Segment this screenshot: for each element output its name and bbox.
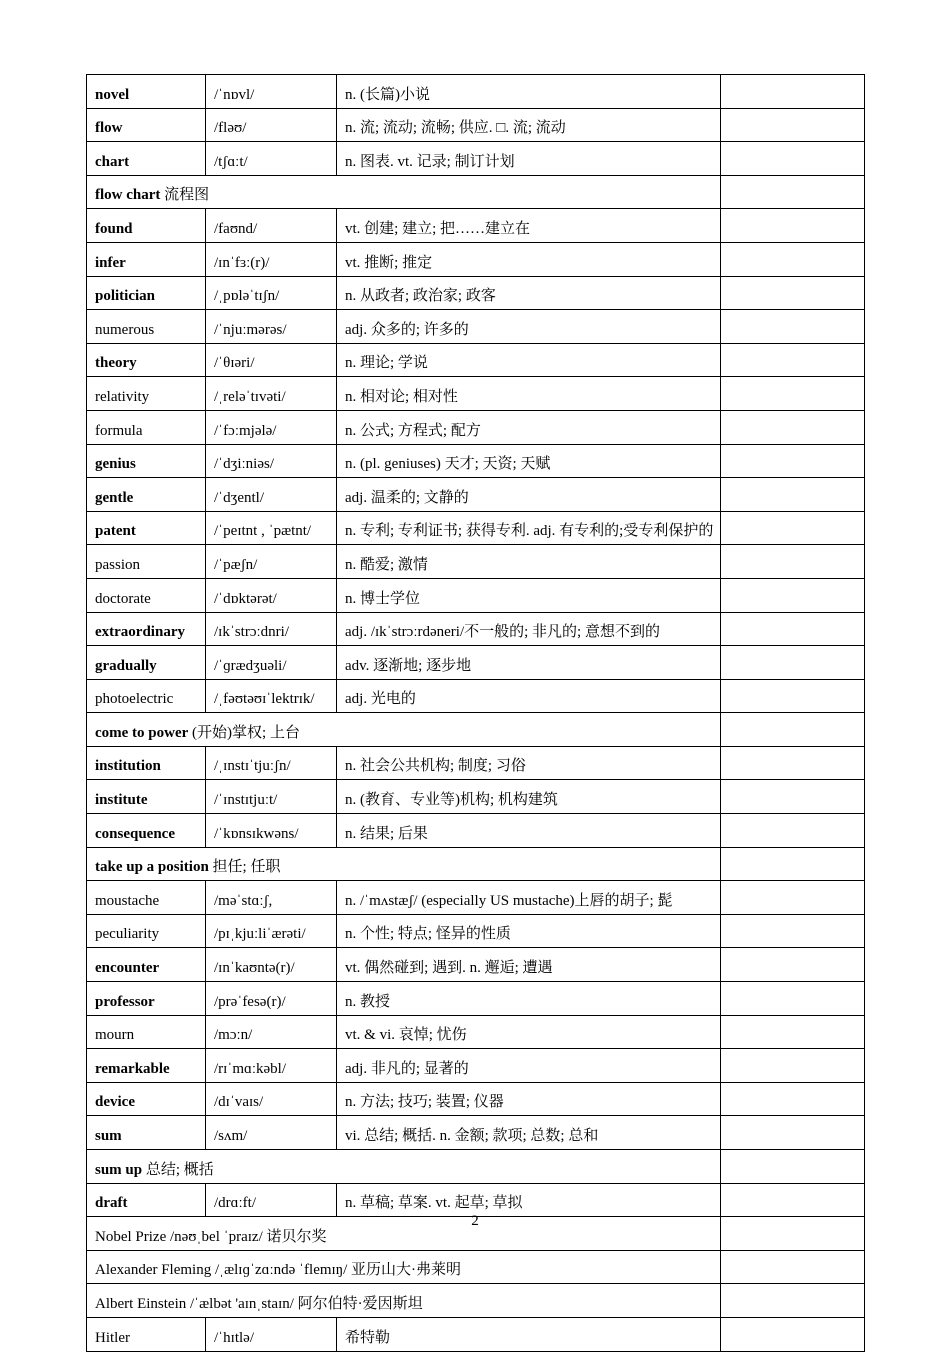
table-row (87, 847, 865, 881)
phonetic-cell: /drɑːft/ (206, 1183, 337, 1217)
phonetic-cell: /ˈdʒentl/ (206, 478, 337, 512)
phonetic-cell: /ˈnɒvl/ (206, 75, 337, 109)
word-cell: novel (87, 75, 206, 109)
word-cell: politician (87, 276, 206, 310)
definition-cell: n. 相对论; 相对性 (337, 377, 721, 411)
word-cell: peculiarity (87, 914, 206, 948)
phonetic-cell: /ɪnˈfɜː(r)/ (206, 242, 337, 276)
page-number: 2 (471, 1213, 479, 1229)
phrase-term: sum up (95, 1161, 143, 1178)
notes-cell (721, 410, 865, 444)
phonetic-cell: /rɪˈmɑːkəbl/ (206, 1049, 337, 1083)
phrase-cell (87, 847, 721, 881)
word-cell: genius (87, 444, 206, 478)
definition-cell: n. 流; 流动; 流畅; 供应. □. 流; 流动 (337, 108, 721, 142)
phrase-meaning: 总结; 概括 (142, 1161, 214, 1178)
definition-cell: n. 社会公共机构; 制度; 习俗 (337, 746, 721, 780)
definition-cell: n. 个性; 特点; 怪异的性质 (337, 914, 721, 948)
definition-cell: adj. 众多的; 许多的 (337, 310, 721, 344)
phonetic-cell: /ˌfəʊtəʊɪˈlektrɪk/ (206, 679, 337, 713)
phonetic-cell: /ˈɪnstɪtjuːt/ (206, 780, 337, 814)
definition-cell: n. 理论; 学说 (337, 343, 721, 377)
word-cell: professor (87, 982, 206, 1016)
notes-cell (721, 478, 865, 512)
phonetic-cell: /ˈnjuːmərəs/ (206, 310, 337, 344)
word-cell: infer (87, 242, 206, 276)
definition-cell: n. (长篇)小说 (337, 75, 721, 109)
phonetic-cell: /tʃɑːt/ (206, 142, 337, 176)
table-row (87, 478, 865, 512)
word-cell: numerous (87, 310, 206, 344)
definition-cell: n. 方法; 技巧; 装置; 仪器 (337, 1082, 721, 1116)
word-cell: institution (87, 746, 206, 780)
definition-cell: adj. /ɪkˈstrɔːrdəneri/不一般的; 非凡的; 意想不到的 (337, 612, 721, 646)
table-row (87, 545, 865, 579)
word-cell: encounter (87, 948, 206, 982)
definition-cell: n. 公式; 方程式; 配方 (337, 410, 721, 444)
word-cell: draft (87, 1183, 206, 1217)
phonetic-cell: /ˌɪnstɪˈtjuːʃn/ (206, 746, 337, 780)
definition-cell: n. 专利; 专利证书; 获得专利. adj. 有专利的;受专利保护的 (337, 511, 721, 545)
notes-cell (721, 1049, 865, 1083)
phonetic-cell: /ɪnˈkaʊntə(r)/ (206, 948, 337, 982)
table-row (87, 377, 865, 411)
word-cell: photoelectric (87, 679, 206, 713)
notes-cell (721, 142, 865, 176)
notes-cell (721, 646, 865, 680)
phonetic-cell: /ˈhɪtlə/ (206, 1317, 337, 1351)
notes-cell (721, 1150, 865, 1184)
definition-cell: vt. 推断; 推定 (337, 242, 721, 276)
notes-cell (721, 814, 865, 848)
definition-cell: n. 从政者; 政治家; 政客 (337, 276, 721, 310)
notes-cell (721, 310, 865, 344)
notes-cell (721, 982, 865, 1016)
phrase-cell (87, 1150, 721, 1184)
phonetic-cell: /ˈfɔːmjələ/ (206, 410, 337, 444)
phrase-meaning: 担任; 任职 (208, 859, 281, 876)
definition-cell: vi. 总结; 概括. n. 金额; 款项; 总数; 总和 (337, 1116, 721, 1150)
table-row (87, 746, 865, 780)
table-row (87, 1183, 865, 1217)
vocabulary-table-body (87, 75, 865, 1352)
definition-cell: n. 图表. vt. 记录; 制订计划 (337, 142, 721, 176)
table-row (87, 511, 865, 545)
table-row (87, 343, 865, 377)
definition-cell: n. 教授 (337, 982, 721, 1016)
definition-cell: n. 博士学位 (337, 578, 721, 612)
table-row (87, 612, 865, 646)
phrase-term: flow chart (95, 187, 161, 204)
table-row (87, 1082, 865, 1116)
phonetic-cell: /prəˈfesə(r)/ (206, 982, 337, 1016)
word-cell: theory (87, 343, 206, 377)
table-row (87, 982, 865, 1016)
table-row (87, 1015, 865, 1049)
notes-cell (721, 746, 865, 780)
vocabulary-table (86, 74, 865, 1352)
word-cell: sum (87, 1116, 206, 1150)
notes-cell (721, 75, 865, 109)
phonetic-cell: /məˈstɑːʃ, (206, 881, 337, 915)
notes-cell (721, 276, 865, 310)
table-row (87, 646, 865, 680)
phrase-cell (87, 713, 721, 747)
phrase-meaning: 流程图 (160, 187, 210, 204)
word-cell: moustache (87, 881, 206, 915)
notes-cell (721, 1116, 865, 1150)
notes-cell (721, 713, 865, 747)
table-row (87, 444, 865, 478)
phonetic-cell: /ˈdʒiːniəs/ (206, 444, 337, 478)
phonetic-cell: /ˈkɒnsɪkwəns/ (206, 814, 337, 848)
table-row (87, 209, 865, 243)
phrase-cell (87, 175, 721, 209)
phonetic-cell: /ɪkˈstrɔːdnri/ (206, 612, 337, 646)
table-row (87, 276, 865, 310)
phonetic-cell: /sʌm/ (206, 1116, 337, 1150)
phonetic-cell: /ˌreləˈtɪvəti/ (206, 377, 337, 411)
notes-cell (721, 242, 865, 276)
definition-cell: 希特勒 (337, 1317, 721, 1351)
table-row (87, 578, 865, 612)
notes-cell (721, 175, 865, 209)
word-cell: chart (87, 142, 206, 176)
table-row (87, 780, 865, 814)
notes-cell (721, 948, 865, 982)
notes-cell (721, 377, 865, 411)
phonetic-cell: /ˈɡrædʒuəli/ (206, 646, 337, 680)
phrase-meaning: (开始)掌权; 上台 (188, 724, 300, 741)
phrase-term: take up a position (95, 859, 209, 876)
definition-cell: n. 结果; 后果 (337, 814, 721, 848)
definition-cell: adj. 温柔的; 文静的 (337, 478, 721, 512)
word-cell: gradually (87, 646, 206, 680)
notes-cell (721, 1082, 865, 1116)
word-cell: patent (87, 511, 206, 545)
phonetic-cell: /dɪˈvaɪs/ (206, 1082, 337, 1116)
definition-cell: n. (pl. geniuses) 天才; 天资; 天赋 (337, 444, 721, 478)
notes-cell (721, 343, 865, 377)
definition-cell: adj. 光电的 (337, 679, 721, 713)
table-row (87, 713, 865, 747)
word-cell: extraordinary (87, 612, 206, 646)
notes-cell (721, 914, 865, 948)
notes-cell (721, 511, 865, 545)
phonetic-cell: /fləʊ/ (206, 108, 337, 142)
name-cell: Albert Einstein /ˈælbət 'aɪnˌstaɪn/ 阿尔伯特·爱因斯坦 (87, 1284, 721, 1318)
name-cell: Alexander Fleming /ˌælɪɡˈzɑːndə ˈflemɪŋ/ 亚历山大·弗莱明 (87, 1250, 721, 1284)
phonetic-cell: /ˈdɒktərət/ (206, 578, 337, 612)
notes-cell (721, 1317, 865, 1351)
definition-cell: n. /ˈmʌstæʃ/ (especially US mustache)上唇的胡子; 髭 (337, 881, 721, 915)
table-row (87, 242, 865, 276)
notes-cell (721, 679, 865, 713)
definition-cell: vt. & vi. 哀悼; 忧伤 (337, 1015, 721, 1049)
table-row (87, 310, 865, 344)
table-row (87, 1049, 865, 1083)
word-cell: institute (87, 780, 206, 814)
definition-cell: n. 酷爱; 激情 (337, 545, 721, 579)
word-cell: found (87, 209, 206, 243)
notes-cell (721, 1015, 865, 1049)
word-cell: relativity (87, 377, 206, 411)
notes-cell (721, 209, 865, 243)
phonetic-cell: /ˈpæʃn/ (206, 545, 337, 579)
word-cell: doctorate (87, 578, 206, 612)
table-row (87, 814, 865, 848)
word-cell: passion (87, 545, 206, 579)
table-row (87, 1284, 865, 1318)
notes-cell (721, 444, 865, 478)
notes-cell (721, 578, 865, 612)
notes-cell (721, 847, 865, 881)
word-cell: gentle (87, 478, 206, 512)
phonetic-cell: /ˌpɒləˈtɪʃn/ (206, 276, 337, 310)
word-cell: consequence (87, 814, 206, 848)
notes-cell (721, 108, 865, 142)
table-row (87, 1317, 865, 1351)
phonetic-cell: /ˈpeɪtnt , ˈpætnt/ (206, 511, 337, 545)
definition-cell: n. (教育、专业等)机构; 机构建筑 (337, 780, 721, 814)
word-cell: mourn (87, 1015, 206, 1049)
word-cell: Hitler (87, 1317, 206, 1351)
word-cell: formula (87, 410, 206, 444)
table-row (87, 1250, 865, 1284)
table-row (87, 75, 865, 109)
table-row (87, 1150, 865, 1184)
phonetic-cell: /mɔːn/ (206, 1015, 337, 1049)
name-cell: Nobel Prize /nəʊˌbel ˈpraɪz/ 诺贝尔奖 (87, 1217, 721, 1251)
word-cell: remarkable (87, 1049, 206, 1083)
phonetic-cell: /ˈθɪəri/ (206, 343, 337, 377)
table-row (87, 881, 865, 915)
notes-cell (721, 1183, 865, 1217)
table-row (87, 914, 865, 948)
table-row (87, 948, 865, 982)
definition-cell: adv. 逐渐地; 逐步地 (337, 646, 721, 680)
word-cell: device (87, 1082, 206, 1116)
definition-cell: vt. 创建; 建立; 把……建立在 (337, 209, 721, 243)
phonetic-cell: /faʊnd/ (206, 209, 337, 243)
definition-cell: vt. 偶然碰到; 遇到. n. 邂逅; 遭遇 (337, 948, 721, 982)
word-cell: flow (87, 108, 206, 142)
table-row (87, 410, 865, 444)
notes-cell (721, 780, 865, 814)
table-row (87, 175, 865, 209)
notes-cell (721, 881, 865, 915)
notes-cell (721, 545, 865, 579)
table-row (87, 679, 865, 713)
phrase-term: come to power (95, 724, 189, 741)
table-row (87, 1116, 865, 1150)
phonetic-cell: /pɪˌkjuːliˈærəti/ (206, 914, 337, 948)
table-row (87, 108, 865, 142)
definition-cell: adj. 非凡的; 显著的 (337, 1049, 721, 1083)
notes-cell (721, 1250, 865, 1284)
table-row (87, 142, 865, 176)
notes-cell (721, 612, 865, 646)
notes-cell (721, 1284, 865, 1318)
definition-cell: n. 草稿; 草案. vt. 起草; 草拟 (337, 1183, 721, 1217)
